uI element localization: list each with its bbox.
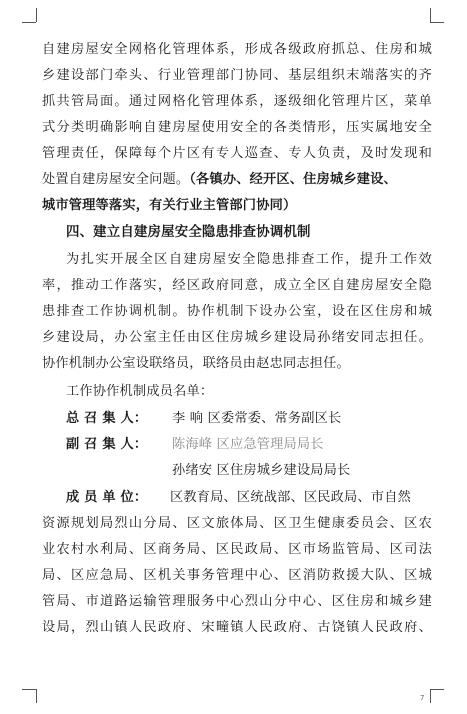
units-line: 设局，烈山镇人民政府、宋疃镇人民政府、古饶镇人民政府、 <box>42 620 432 635</box>
units-label: 成 员 单 位： <box>66 490 148 505</box>
deputy-value: 孙绪安 区住房城乡建设局局长 <box>172 463 351 478</box>
convener-value: 李 响 区委常委、常务副区长 <box>172 411 342 426</box>
paragraph-line-mixed <box>42 169 432 191</box>
paragraph-line: 自建房屋安全网格化管理体系，形成各级政府抓总、住房和城 <box>42 42 432 57</box>
units-line: 管局、市道路运输管理服务中心烈山分中心、区住房和城乡建 <box>42 594 432 609</box>
deputy-row <box>66 434 432 456</box>
crop-mark-top-left-v <box>36 8 37 22</box>
crop-mark-top-right-v <box>430 8 431 22</box>
paragraph-line: 患排查工作协调机制。协作机制下设办公室，设在区住房和城 <box>42 304 432 319</box>
deputy-value: 陈海峰 区应急管理局局长 <box>172 437 324 452</box>
members-intro: 工作协作机制成员名单： <box>66 384 214 399</box>
paragraph-line: 管理责任，保障每个片区有专人巡查、专人负责，及时发现和 <box>42 146 432 161</box>
paragraph-line: 率，推动工作落实，经区政府同意，成立全区自建房屋安全隐 <box>42 278 432 293</box>
crop-mark-bottom-right-v <box>430 689 431 703</box>
paragraph-line: 乡建设部门牵头、行业管理部门协同、基层组织末端落实的齐 <box>42 68 432 83</box>
crop-mark-top-right-h <box>430 22 444 23</box>
units-line: 业农村水利局、区商务局、区民政局、区市场监管局、区司法 <box>42 542 432 557</box>
units-line: 资源规划局烈山分局、区文旅体局、区卫生健康委员会、区农 <box>42 516 432 531</box>
paragraph-line: 式分类明确影响自建房屋使用安全的各类情形，压实属地安全 <box>42 120 432 135</box>
units-row <box>66 487 432 509</box>
paragraph-line: 为扎实开展全区自建房屋安全隐患排查工作，提升工作效 <box>66 252 432 267</box>
convener-label: 总 召 集 人： <box>66 411 148 426</box>
deputy-label: 副 召 集 人： <box>66 437 148 452</box>
crop-mark-bottom-right-h <box>430 689 444 690</box>
page-number: 7 <box>420 694 425 702</box>
units-line: 局、区应急局、区机关事务管理中心、区消防救援大队、区城 <box>42 568 432 583</box>
paragraph-line: 协作机制办公室设联络员，联络员由赵忠同志担任。 <box>42 356 350 371</box>
section-heading: 四、建立自建房屋安全隐患排查协调机制 <box>66 225 311 240</box>
paragraph-text: 处置自建房屋安全问题。 <box>42 172 190 187</box>
crop-mark-bottom-left-v <box>36 689 37 703</box>
responsibility-note: 城市管理等落实，有关行业主管部门协同） <box>42 198 297 213</box>
crop-mark-bottom-left-h <box>22 689 36 690</box>
crop-mark-top-left-h <box>22 22 36 23</box>
paragraph-line: 抓共管局面。通过网格化管理体系，逐级细化管理片区，菜单 <box>42 94 432 109</box>
units-value: 区教育局、区统战部、区民政局、市自然 <box>170 490 411 505</box>
responsibility-note: （各镇办、经开区、住房城乡建设、 <box>189 172 397 187</box>
paragraph-line: 乡建设局，办公室主任由区住房城乡建设局孙绪安同志担任。 <box>42 330 432 345</box>
convener-row <box>66 408 432 430</box>
